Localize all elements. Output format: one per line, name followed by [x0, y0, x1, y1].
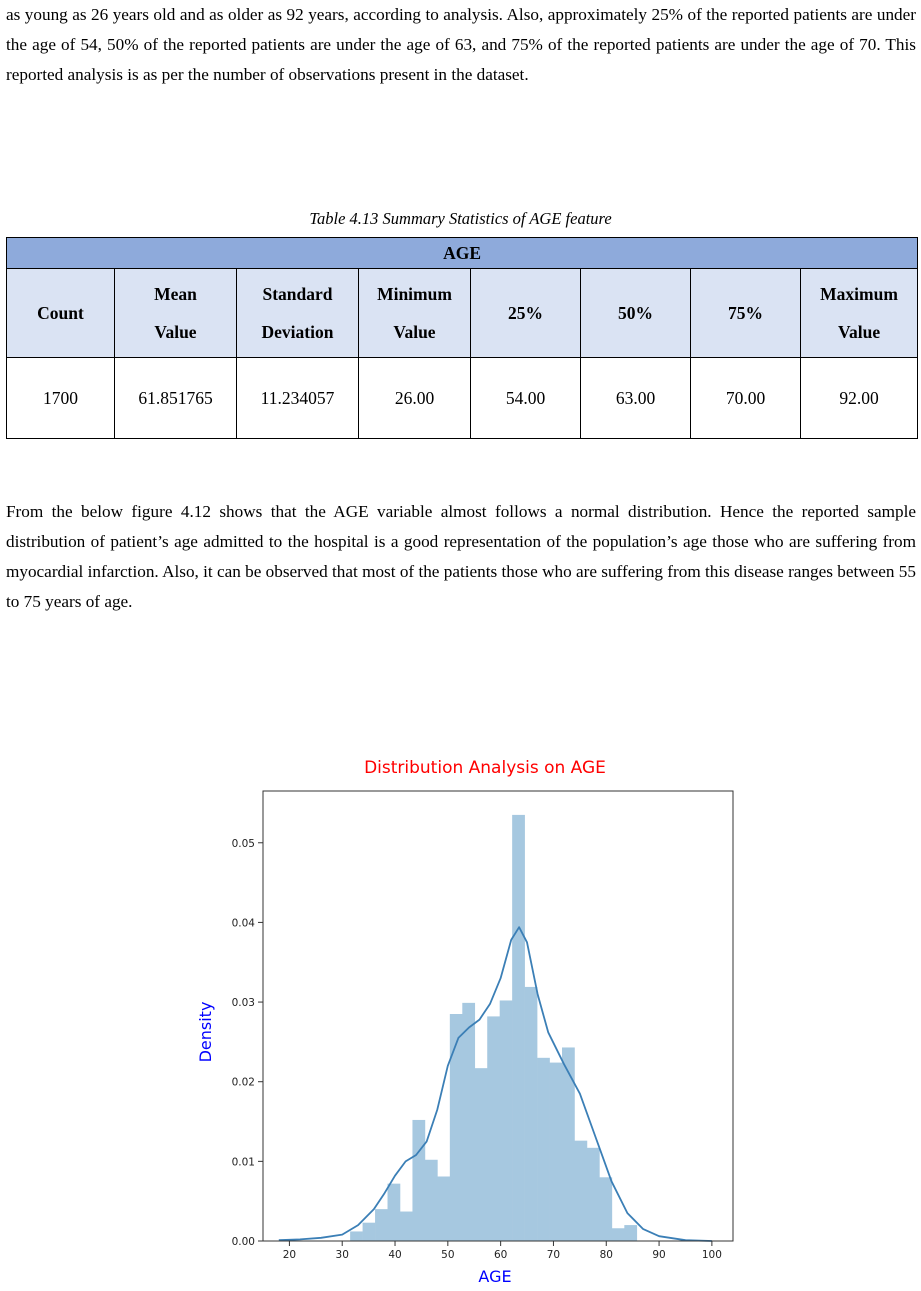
table-header-cell [471, 269, 581, 358]
header-text: 25% [508, 303, 543, 323]
x-tick-label: 20 [282, 1249, 297, 1261]
age-distribution-chart [160, 750, 760, 1291]
x-tick-label: 80 [599, 1249, 613, 1261]
x-tick-label: 40 [388, 1249, 402, 1261]
y-tick-label: 0.03 [231, 997, 255, 1010]
table-title: AGE [7, 238, 918, 269]
y-tick-label: 0.04 [231, 917, 255, 930]
histogram-bar [512, 815, 525, 1241]
table-header-cell [801, 269, 918, 358]
histogram-bar [550, 1063, 563, 1241]
table-cell: 54.00 [471, 358, 581, 439]
histogram-bar [500, 1000, 513, 1241]
table-header-row [7, 269, 918, 358]
table-caption: Table 4.13 Summary Statistics of AGE feature [309, 209, 612, 228]
x-axis-label: AGE [478, 1267, 512, 1286]
histogram-bar [400, 1212, 413, 1241]
header-text: 50% [618, 303, 653, 323]
histogram-bar [350, 1231, 363, 1241]
histogram-bar [450, 1014, 463, 1241]
histogram-bar [587, 1148, 600, 1241]
histogram-bar [363, 1223, 376, 1241]
header-text: Maximum [820, 284, 898, 304]
histogram-bar [562, 1047, 575, 1241]
histogram-bar [599, 1177, 612, 1241]
histogram-bar [375, 1209, 388, 1241]
table-cell: 92.00 [801, 358, 918, 439]
header-text: Mean [154, 284, 197, 304]
histogram-bar [487, 1016, 500, 1241]
table-cell: 63.00 [581, 358, 691, 439]
y-tick-label: 0.05 [231, 837, 255, 850]
table-cell: 70.00 [691, 358, 801, 439]
table-header-cell [691, 269, 801, 358]
x-tick-label: 60 [493, 1249, 508, 1261]
header-text: Minimum [377, 284, 452, 304]
intro-paragraph: as young as 26 years old and as older as 92 years, according to analysis. Also, approximately 25% of the reported patients are under the age of 54, 50% of the reported patients are under the age of 63, and 75% of the reported patients are under the age of 70. This reported analysis is as per the number of observations present in the dataset. [6, 5, 916, 84]
table-header-cell [237, 269, 359, 358]
chart-title: Distribution Analysis on AGE [364, 758, 606, 778]
histogram-bar [412, 1120, 425, 1241]
header-text: Value [837, 322, 881, 342]
header-text: Standard [262, 284, 333, 304]
table-cell: 26.00 [359, 358, 471, 439]
histogram-bar [525, 987, 538, 1241]
y-tick-label: 0.01 [231, 1156, 255, 1169]
y-tick-label: 0.00 [231, 1236, 255, 1248]
histogram-bar [425, 1160, 438, 1241]
histogram-bar [475, 1068, 488, 1241]
header-text: Deviation [261, 322, 334, 342]
table-cell: 61.851765 [115, 358, 237, 439]
x-tick-label: 100 [701, 1249, 722, 1261]
table-cell: 1700 [7, 358, 115, 439]
histogram-bar [612, 1228, 625, 1241]
histogram-bar [574, 1141, 587, 1241]
header-text: Value [154, 322, 197, 342]
header-text: Value [393, 322, 436, 342]
table-row [7, 358, 918, 439]
figure-paragraph: From the below figure 4.12 shows that the AGE variable almost follows a normal distribution. Hence the reported sample distribution of patient’s age admitted to the hospital is a good representation of the population’s age those who are suffering from myocardial infarction. Also, it can be observed that most of the patients those who are suffering from this disease ranges between 55 to 75 years of age. [6, 502, 916, 611]
histogram-bar [462, 1003, 475, 1241]
histogram-bar [388, 1184, 401, 1241]
y-tick-label: 0.02 [231, 1076, 255, 1089]
x-tick-label: 70 [546, 1249, 561, 1261]
x-tick-label: 30 [335, 1249, 349, 1261]
age-summary-table [6, 237, 918, 439]
x-tick-label: 50 [441, 1249, 455, 1261]
x-tick-label: 90 [652, 1249, 666, 1261]
table-header-cell [359, 269, 471, 358]
histogram-bar [437, 1176, 450, 1241]
table-header-cell [581, 269, 691, 358]
table-header-cell [7, 269, 115, 358]
y-axis-label: Density [196, 1001, 215, 1063]
histogram-bar [624, 1225, 637, 1241]
header-text: Count [37, 303, 84, 323]
table-cell: 11.234057 [237, 358, 359, 439]
header-text: 75% [728, 303, 763, 323]
table-header-cell [115, 269, 237, 358]
histogram-bar [537, 1058, 550, 1241]
